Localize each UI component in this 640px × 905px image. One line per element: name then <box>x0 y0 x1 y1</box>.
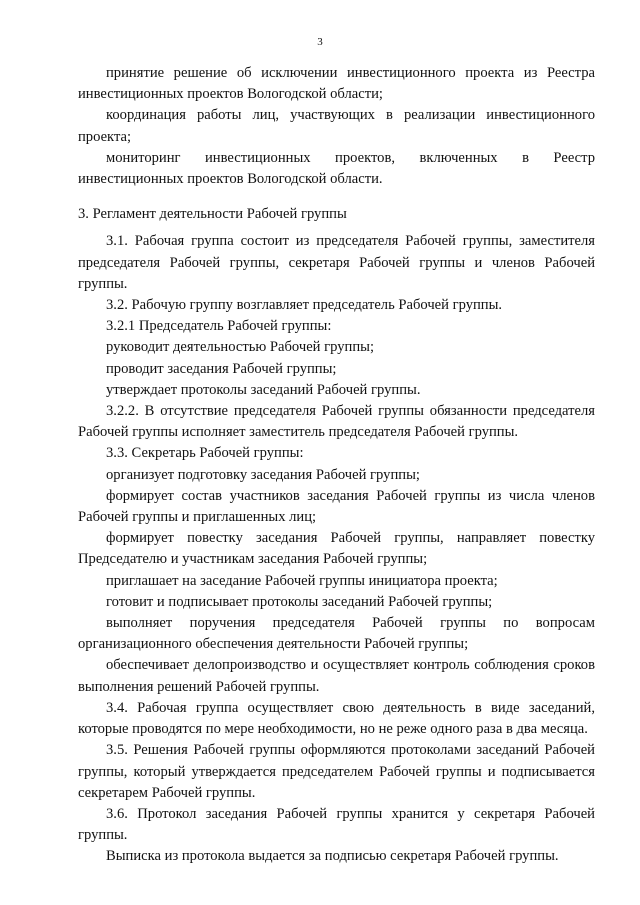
list-item: утверждает протоколы заседаний Рабочей группы. <box>106 381 421 398</box>
paragraph: 3.2.1 Председатель Рабочей группы: <box>106 318 332 335</box>
paragraph: 3.5. Решения Рабочей группы оформляются протоколами заседаний Рабочей группы, который утверждается председателем Рабочей группы и подписывается секретарем Рабочей группы. <box>78 742 595 801</box>
paragraph: 3.4. Рабочая группа осуществляет свою деятельность в виде заседаний, которые проводятся по мере необходимости, но не реже одного раза в два месяца. <box>78 699 595 738</box>
list-item: обеспечивает делопроизводство и осуществляет контроль соблюдения сроков выполнения решений Рабочей группы. <box>78 657 595 695</box>
paragraph: 3.2.2. В отсутствие председателя Рабочей группы обязанности председателя Рабочей группы исполняет заместитель председателя Рабочей группы. <box>78 403 595 441</box>
paragraph: мониторинг инвестиционных проектов, включенных в Реестр инвестиционных проектов Вологодской области. <box>78 149 595 188</box>
paragraph: 3.2. Рабочую группу возглавляет председатель Рабочей группы. <box>106 297 503 314</box>
list-item: приглашает на заседание Рабочей группы инициатора проекта; <box>106 572 498 589</box>
paragraph: 3.1. Рабочая группа состоит из председателя Рабочей группы, заместителя председателя Рабочей группы, секретаря Рабочей группы и членов Рабочей группы. <box>78 233 595 292</box>
list-item: руководит деятельностью Рабочей группы; <box>106 339 374 356</box>
section-heading: 3. Регламент деятельности Рабочей группы <box>78 206 347 223</box>
page-number: 3 <box>317 36 323 48</box>
list-item: формирует состав участников заседания Рабочей группы из числа членов Рабочей группы и приглашенных лиц; <box>78 487 595 526</box>
list-item: формирует повестку заседания Рабочей группы, направляет повестку Председателю и участникам заседания Рабочей группы; <box>78 530 595 568</box>
paragraph: координация работы лиц, участвующих в реализации инвестиционного проекта; <box>78 107 595 145</box>
document-body <box>78 63 595 868</box>
list-item: готовит и подписывает протоколы заседаний Рабочей группы; <box>106 593 493 610</box>
list-item: организует подготовку заседания Рабочей группы; <box>106 466 420 483</box>
paragraph: Выписка из протокола выдается за подписью секретаря Рабочей группы. <box>106 848 559 865</box>
list-item: выполняет поручения председателя Рабочей группы по вопросам организационного обеспечения деятельности Рабочей группы; <box>78 615 595 653</box>
paragraph: 3.3. Секретарь Рабочей группы: <box>106 445 304 462</box>
list-item: проводит заседания Рабочей группы; <box>106 360 337 377</box>
paragraph: 3.6. Протокол заседания Рабочей группы хранится у секретаря Рабочей группы. <box>78 805 595 844</box>
paragraph: принятие решение об исключении инвестиционного проекта из Реестра инвестиционных проектов Вологодской области; <box>78 65 595 103</box>
